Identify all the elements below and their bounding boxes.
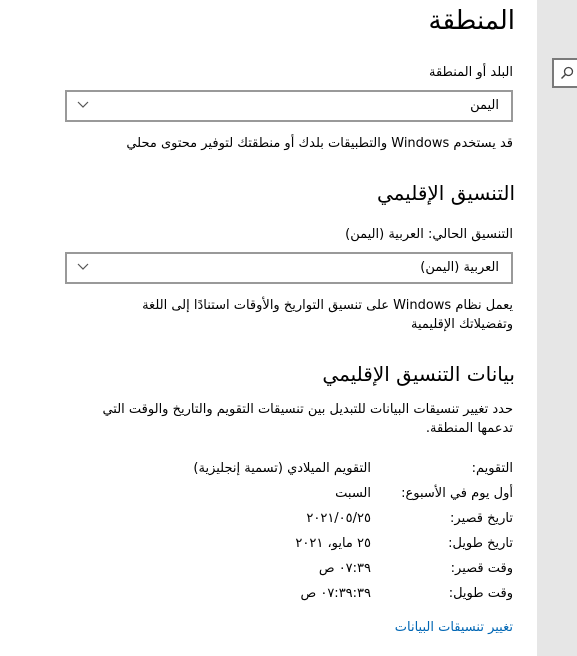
short-date-key: تاريخ قصير: [450,511,513,526]
search-icon [560,66,574,80]
calendar-key: التقويم: [471,461,513,476]
short-date-value: ٢٠٢١/٠٥/٢٥ [306,511,371,526]
side-panel [537,0,577,656]
country-dropdown[interactable] [65,90,513,122]
regional-format-title: التنسيق الإقليمي [376,181,515,205]
long-time-key: وقت طويل: [448,586,513,601]
long-date-key: تاريخ طويل: [448,536,513,551]
long-time-value: ٠٧:٣٩:٣٩ ص [300,586,371,601]
short-time-value: ٠٧:٣٩ ص [318,561,371,576]
short-time-key: وقت قصير: [450,561,513,576]
change-data-formats-link[interactable]: تغيير تنسيقات البيانات [394,620,513,635]
regional-format-description: يعمل نظام Windows على تنسيق التواريخ والأوقات استنادًا إلى اللغة وتفضيلاتك الإقليمية [142,298,513,332]
chevron-down-icon [77,101,89,109]
country-description: قد يستخدم Windows والتطبيقات بلدك أو منطقتك لتوفير محتوى محلي [126,136,513,151]
country-label: البلد أو المنطقة [429,65,513,80]
regional-format-dropdown-value: العربية (اليمن) [420,260,499,275]
long-date-value: ٢٥ مايو، ٢٠٢١ [295,536,371,551]
format-data-description: حدد تغيير تنسيقات البيانات للتبديل بين تنسيقات التقويم والتاريخ والوقت التي تدعمها المنطقة. [102,402,513,436]
format-data-title: بيانات التنسيق الإقليمي [322,362,515,386]
regional-format-dropdown[interactable] [65,252,513,284]
country-dropdown-value: اليمن [470,98,499,113]
search-box[interactable] [552,58,577,88]
first-day-key: أول يوم في الأسبوع: [401,486,513,501]
calendar-value: التقويم الميلادي (تسمية إنجليزية) [193,461,371,476]
region-title: المنطقة [428,6,515,36]
current-format-label: التنسيق الحالي: العربية (اليمن) [345,227,513,242]
chevron-down-icon [77,263,89,271]
first-day-value: السبت [335,486,371,501]
